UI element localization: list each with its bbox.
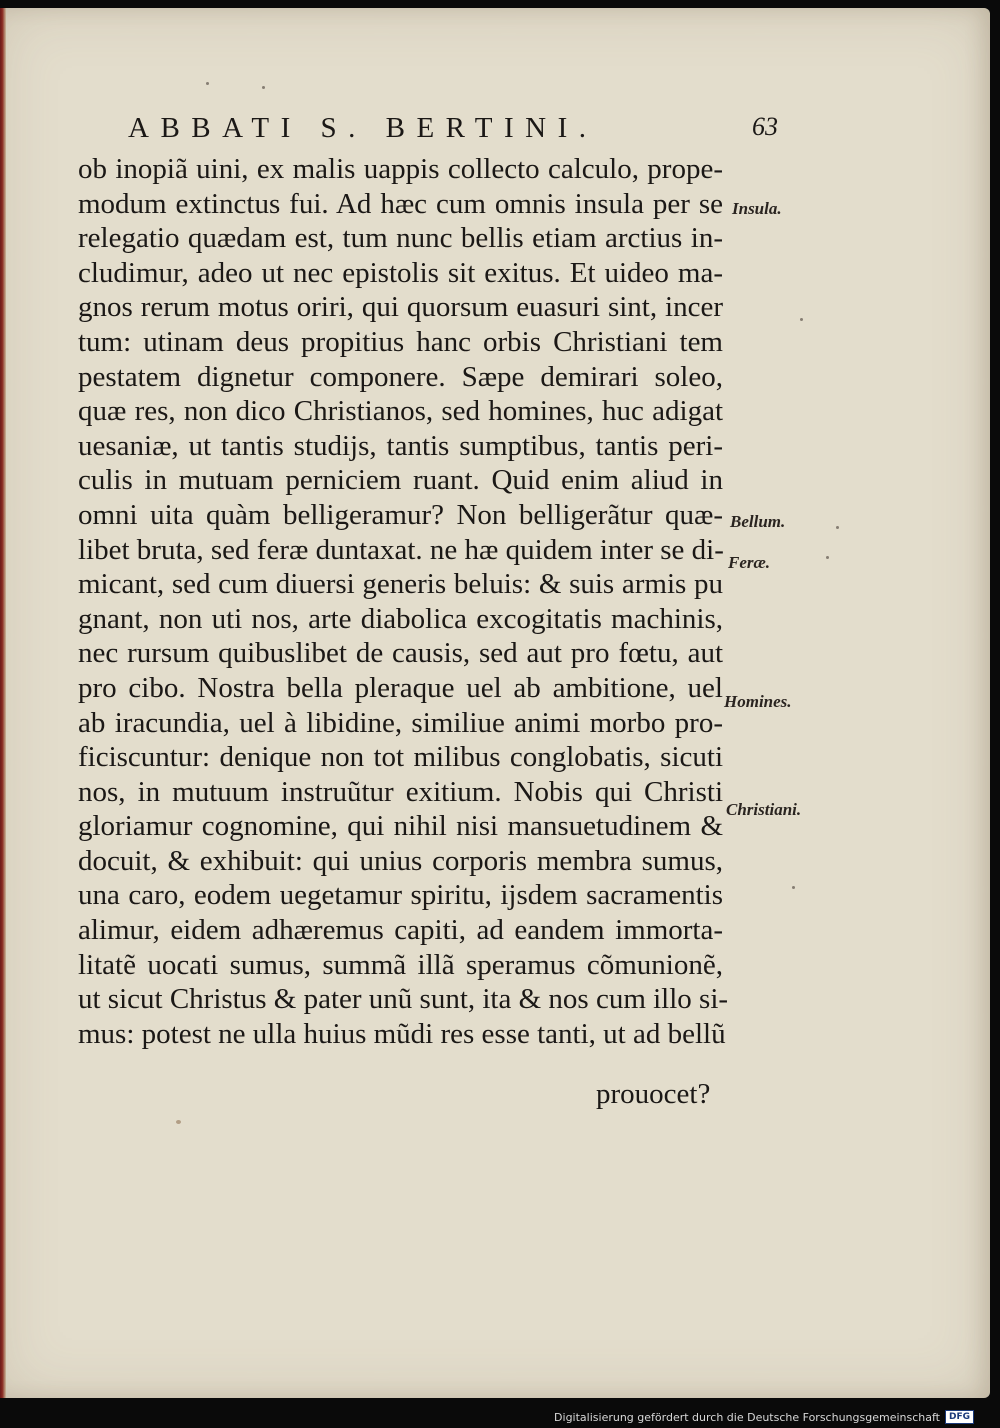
text-line: pestatem dignetur componere. Sæpe demirari soleo, (78, 360, 723, 393)
text-line: culis in mutuam perniciem ruant. Quid enim aliud in (78, 464, 723, 497)
text-line: uesaniæ, ut tantis studijs, tantis sumptibus, tantis peri- (78, 429, 723, 462)
marginal-note-insula: Insula. (732, 199, 782, 218)
text-line: alimur, eidem adhæremus capiti, ad eandem immorta- (78, 914, 723, 947)
text-line: gnant, non uti nos, arte diabolica excogitatis machinis, (78, 602, 723, 635)
body-text (78, 152, 729, 1051)
text-line: libet bruta, sed feræ duntaxat. ne hæ quidem inter se di- (78, 533, 724, 566)
text-line: litatẽ uocati sumus, summã illã speramus cõmunionẽ, (78, 948, 723, 981)
paper-speck (206, 82, 209, 85)
text-line: micant, sed cum diuersi generis beluis: & suis armis pu (78, 568, 723, 601)
text-line: relegatio quædam est, tum nunc bellis etiam arctius in- (78, 222, 723, 255)
text-line: nos, in mutuum instruũtur exitium. Nobis qui Christi (78, 775, 723, 808)
paper-speck (262, 86, 265, 89)
text-line: quæ res, non dico Christianos, sed homines, huc adigat (78, 395, 723, 428)
text-line: docuit, & exhibuit: qui unius corporis membra sumus, (78, 844, 723, 877)
text-line: mus: potest ne ulla huius mũdi res esse tanti, ut ad bellũ (78, 1017, 726, 1050)
text-line: ob inopiã uini, ex malis uappis collecto calculo, prope- (78, 153, 723, 185)
running-title: ABBATI S. BERTINI. (128, 112, 598, 144)
marginal-note-bellum: Bellum. (730, 512, 786, 531)
credit-text: Digitalisierung gefördert durch die Deutsche Forschungsgemeinschaft (554, 1410, 940, 1424)
text-line: ut sicut Christus & pater unũ sunt, ita & nos cum illo si- (78, 983, 729, 1016)
page-header (128, 112, 778, 152)
paper-speck (800, 318, 803, 321)
marginal-note-ferae: Feræ. (728, 553, 771, 572)
text-line: tum: utinam deus propitius hanc orbis Christiani tem (78, 325, 723, 358)
paper-speck (176, 1120, 181, 1124)
paper-speck (836, 526, 839, 529)
paper-speck (792, 886, 795, 889)
text-line: pro cibo. Nostra bella pleraque uel ab ambitione, uel (78, 671, 723, 704)
text-line: gnos rerum motus oriri, qui quorsum euasuri sint, incer (78, 291, 723, 324)
text-line: nec rursum quibuslibet de causis, sed aut pro fœtu, aut (78, 637, 723, 670)
text-line: modum extinctus fui. Ad hæc cum omnis insula per se (78, 187, 723, 220)
binding-edge (0, 8, 6, 1398)
text-line: omni uita quàm belligeramur? Non belligerãtur quæ- (78, 498, 723, 531)
text-line: ficiscuntur: denique non tot milibus conglobatis, sicuti (78, 741, 723, 774)
text-line: gloriamur cognomine, qui nihil nisi mansuetudinem & (78, 810, 723, 843)
paper-speck (826, 556, 829, 559)
dfg-logo: DFG (945, 1410, 974, 1424)
text-line: una caro, eodem uegetamur spiritu, ijsdem sacramentis (78, 879, 723, 912)
catchword: prouocet? (596, 1078, 711, 1110)
marginal-note-homines: Homines. (724, 692, 792, 711)
marginal-note-christiani: Christiani. (726, 800, 802, 819)
digitization-credit (554, 1410, 974, 1424)
page-number: 63 (752, 112, 778, 141)
text-line: ab iracundia, uel à libidine, similiue animi morbo pro- (78, 706, 723, 739)
text-line: cludimur, adeo ut nec epistolis sit exitus. Et uideo ma- (78, 256, 723, 289)
